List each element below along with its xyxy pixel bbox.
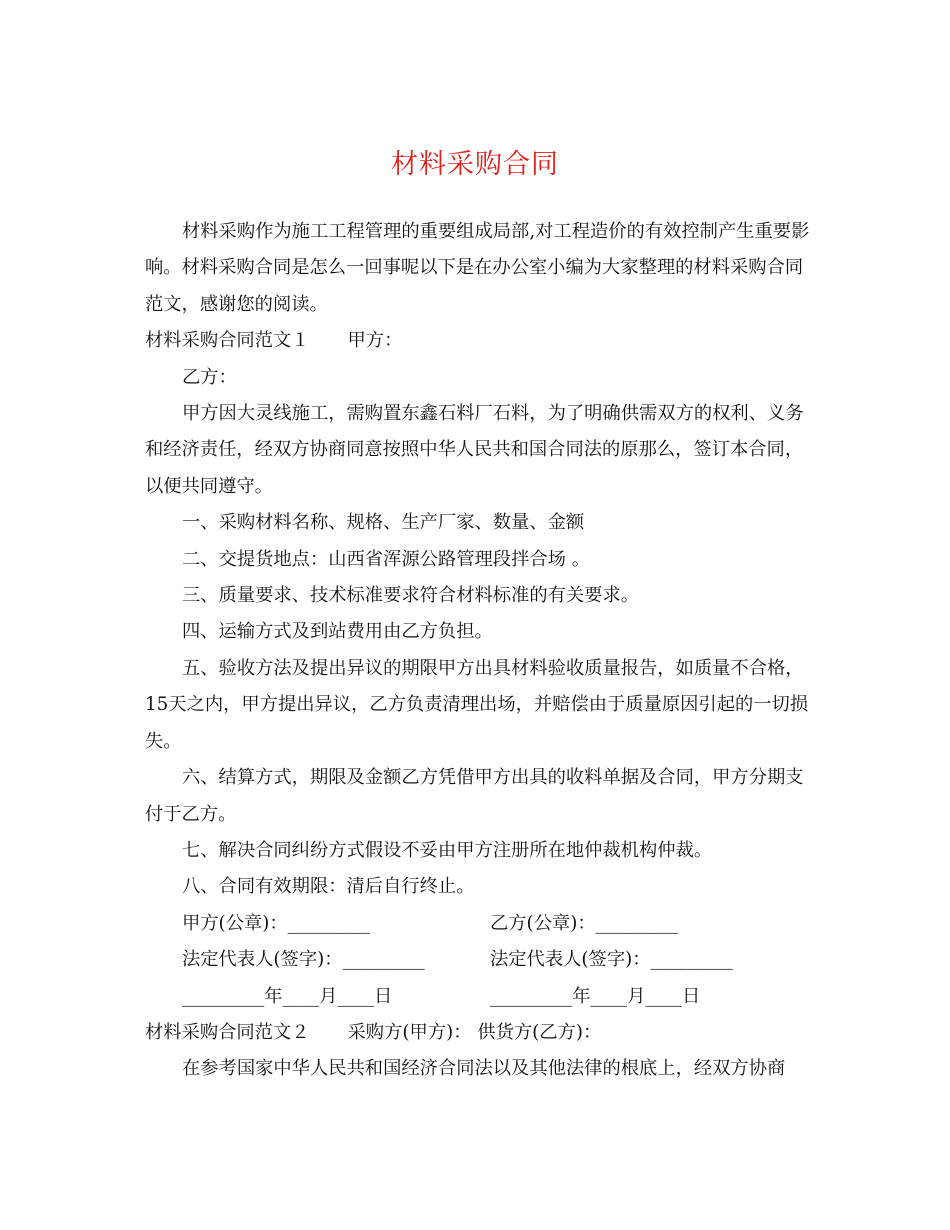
clause-2: 二、交提货地点：山西省浑源公路管理段拌合场 。 [182,548,590,570]
sample1-party-a: 甲方： [347,330,403,352]
clause-8: 八、合同有效期限：清后自行终止。 [182,876,475,898]
party-b-date: _________年____月____日 [490,985,701,1007]
signature-row-rep [145,942,810,978]
clause-1: 一、采购材料名称、规格、生产厂家、数量、金额 [182,512,585,534]
signature-row-date [145,979,810,1015]
page-title: 材料采购合同 [391,149,559,180]
sample1-heading-line [145,323,810,359]
party-a-rep: 法定代表人(签字)：_________ [182,949,425,971]
intro-paragraph: 材料采购作为施工工程管理的重要组成局部,对工程造价的有效控制产生重要影响。材料采购合同是怎么一回事呢以下是在办公室小编为大家整理的材料采购合同范文，感谢您的阅读。 [145,221,810,315]
clause-3: 三、质量要求、技术标准要求符合材料标准的有关要求。 [182,585,640,607]
clause-7: 七、解决合同纠纷方式假设不妥由甲方注册所在地仲裁机构仲裁。 [182,839,713,861]
sample2-heading: 材料采购合同范文２ [145,1021,310,1043]
party-a-date: _________年____月____日 [182,985,393,1007]
sample2-preamble: 在参考国家中华人民共和国经济合同法以及其他法律的根底上，经双方协商 [182,1058,786,1080]
sample1-preamble: 甲方因大灵线施工，需购置东鑫石料厂石料，为了明确供需双方的权利、义务和经济责任，经双方协商同意按照中华人民共和国合同法的原那么，签订本合同，以便共同遵守。 [145,403,804,497]
sample2-parties: 采购方(甲方)： 供货方(乙方)： [347,1021,602,1043]
party-b-seal: 乙方(公章)：_________ [490,912,678,934]
signature-row-seal [145,906,810,942]
clause-6: 六、结算方式，期限及金额乙方凭借甲方出具的收料单据及合同，甲方分期支付于乙方。 [145,767,804,825]
sample1-party-b: 乙方： [182,366,237,388]
clause-4: 四、运输方式及到站费用由乙方负担。 [182,621,493,643]
clause-5: 五、验收方法及提出异议的期限甲方出具材料验收质量报告，如质量不合格，15天之内，甲方提出异议，乙方负责清理出场，并赔偿由于质量原因引起的一切损失。 [145,657,809,752]
party-a-seal: 甲方(公章)：_________ [182,912,370,934]
document-body [145,214,810,1088]
sample2-heading-line [145,1015,810,1051]
sample1-heading: 材料采购合同范文１ [145,330,310,352]
party-b-rep: 法定代表人(签字)：_________ [490,949,733,971]
